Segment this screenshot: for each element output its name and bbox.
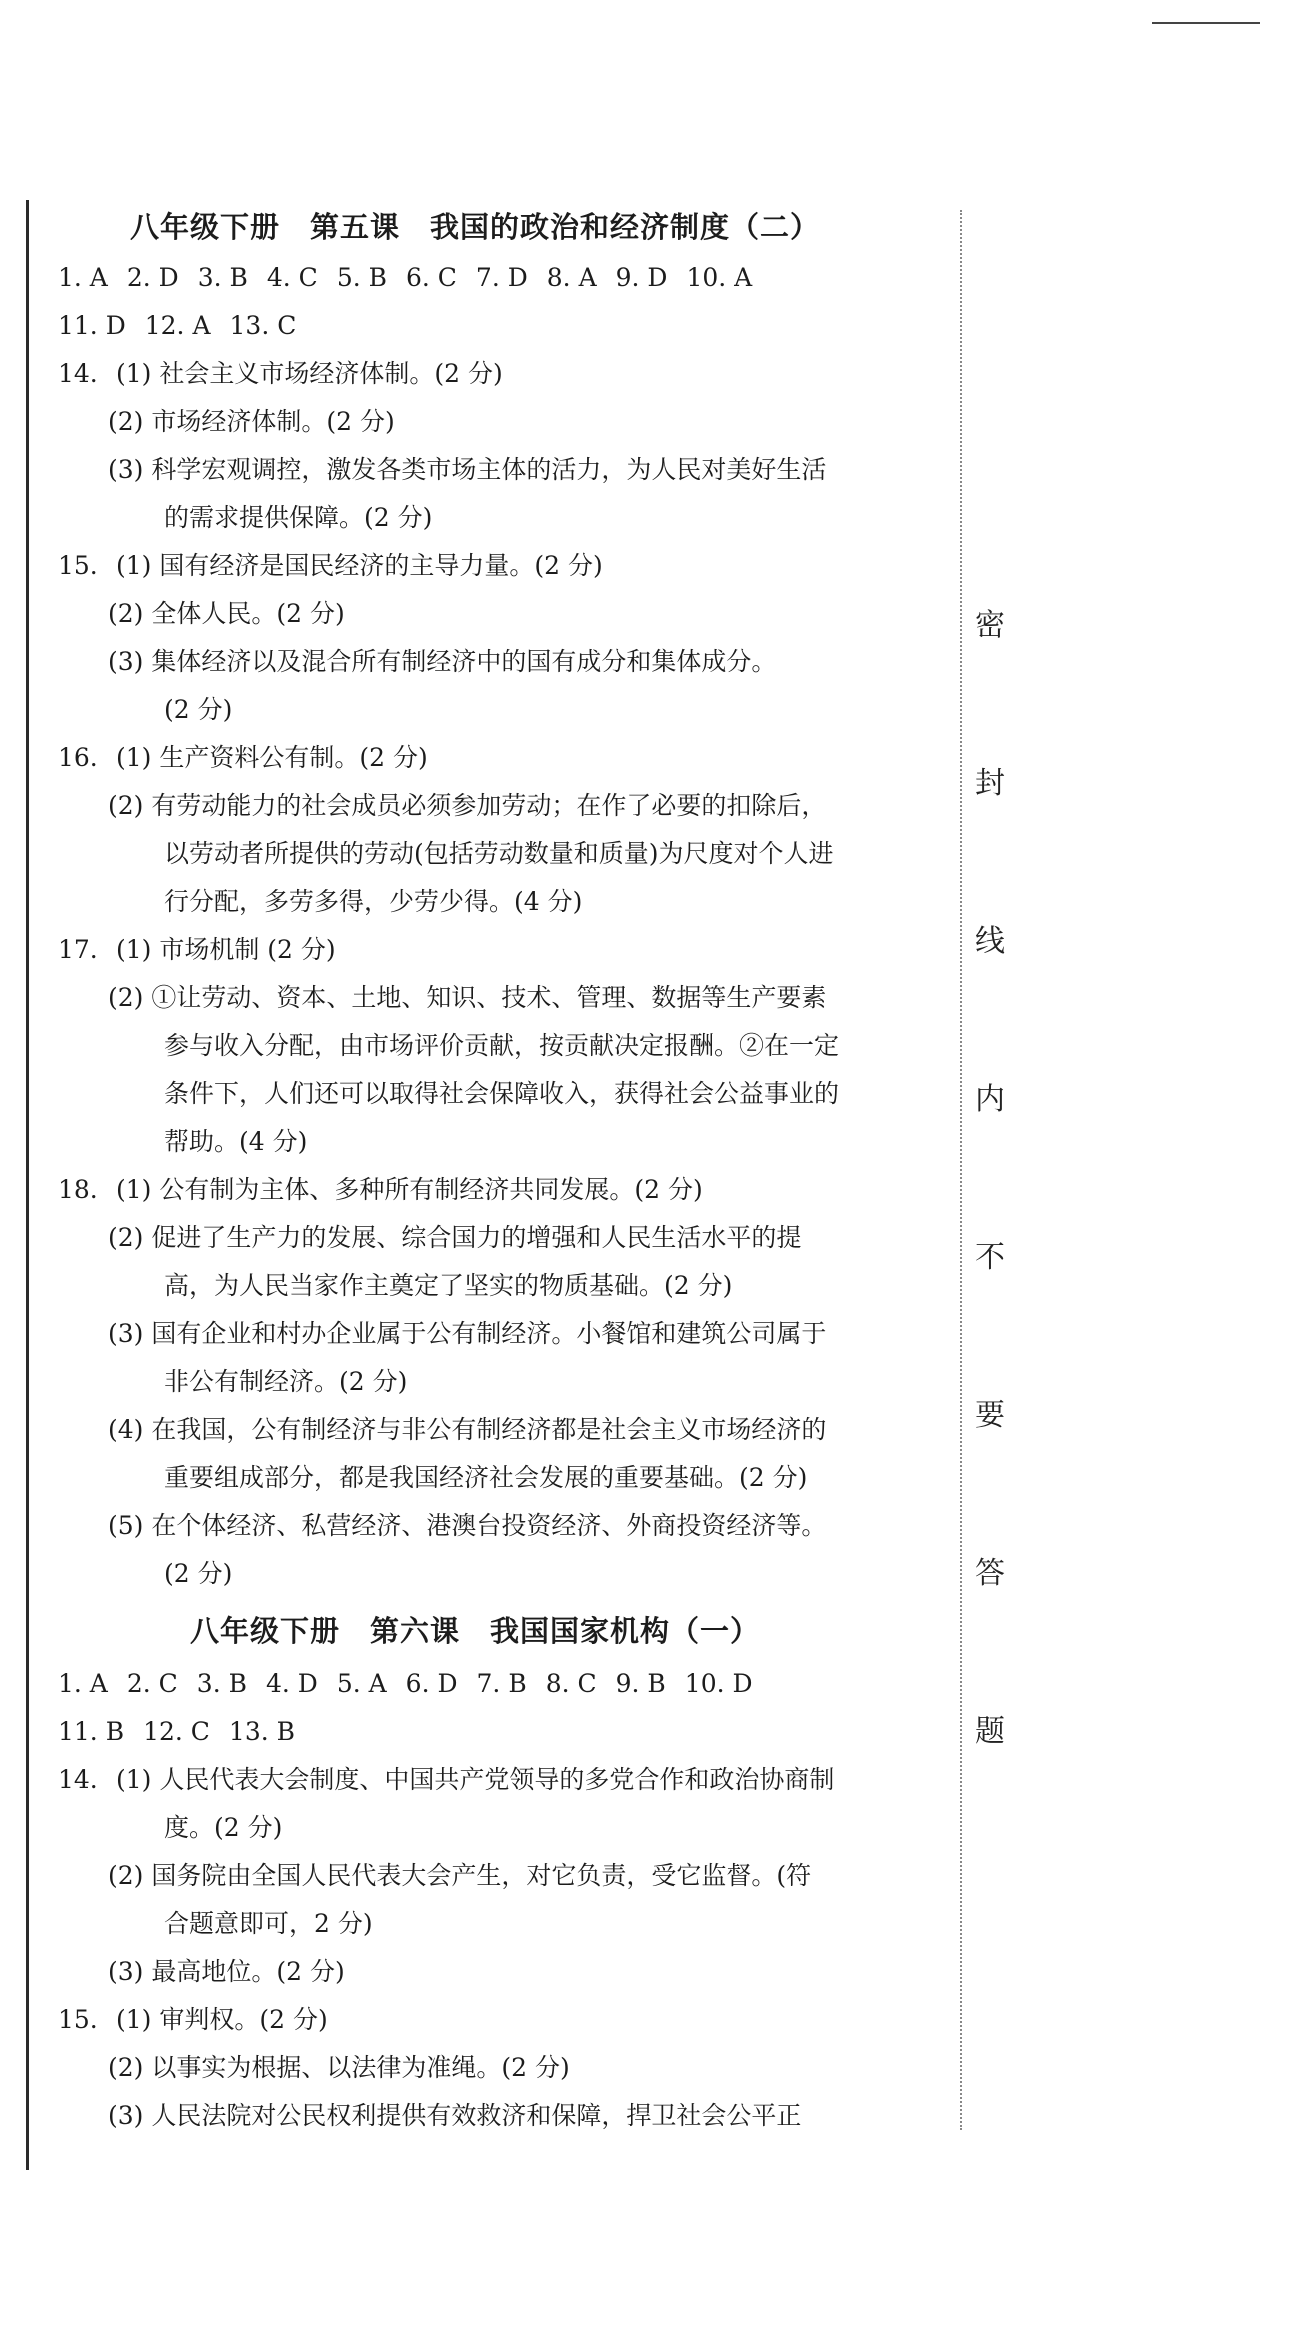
question-number: 17. [58, 935, 98, 964]
answer-part: (2) 国务院由全国人民代表大会产生，对它负责，受它监督。(符 [108, 1861, 812, 1890]
mc-answer: 5. B [336, 263, 387, 292]
seal-char: 线 [975, 924, 1005, 959]
answer-part: (1) 审判权。(2 分) [116, 2005, 328, 2034]
mc-answer: 11. D [58, 311, 126, 340]
answer-continuation: 帮助。(4 分) [164, 1127, 308, 1156]
mc-answer: 3. B [197, 263, 248, 292]
question-number: 18. [58, 1175, 98, 1204]
answer-part: (3) 国有企业和村办企业属于公有制经济。小餐馆和建筑公司属于 [108, 1319, 827, 1348]
answer-part: (3) 最高地位。(2 分) [108, 1957, 345, 1986]
answer-part: (2) 全体人民。(2 分) [108, 599, 345, 628]
question-15 [58, 542, 938, 590]
multiple-choice-row [58, 1708, 938, 1756]
mc-answer: 1. A [58, 263, 108, 292]
top-edge-rule [1152, 22, 1260, 24]
answer-continuation: 非公有制经济。(2 分) [164, 1367, 408, 1396]
mc-answer: 9. D [615, 263, 668, 292]
answer-continuation: 条件下，人们还可以取得社会保障收入，获得社会公益事业的 [164, 1079, 840, 1108]
answer-continuation: 以劳动者所提供的劳动(包括劳动数量和质量)为尺度对个人进 [164, 839, 834, 868]
section-title: 八年级下册 第六课 我国国家机构（一） [190, 1614, 761, 1648]
answer-content [58, 200, 938, 2140]
answer-part: (1) 市场机制 (2 分) [116, 935, 336, 964]
mc-answer: 10. D [684, 1669, 753, 1698]
answer-continuation: 行分配，多劳多得，少劳少得。(4 分) [164, 887, 583, 916]
question-number: 14. [58, 1765, 98, 1794]
seal-char: 不 [975, 1240, 1005, 1275]
multiple-choice-row [58, 254, 938, 302]
answer-part: (3) 集体经济以及混合所有制经济中的国有成分和集体成分。 [108, 647, 777, 676]
seal-dotted-line [960, 210, 962, 2130]
answer-part: (2) 有劳动能力的社会成员必须参加劳动；在作了必要的扣除后， [108, 791, 827, 820]
question-number: 16. [58, 743, 98, 772]
seal-char: 要 [975, 1398, 1005, 1433]
mc-answer: 12. C [143, 1717, 210, 1746]
question-14 [58, 1756, 938, 1804]
answer-part: (1) 国有经济是国民经济的主导力量。(2 分) [116, 551, 603, 580]
mc-answer: 2. C [126, 1669, 178, 1698]
mc-answer: 3. B [196, 1669, 247, 1698]
mc-answer: 10. A [686, 263, 753, 292]
answer-part: (3) 科学宏观调控，激发各类市场主体的活力，为人民对美好生活 [108, 455, 827, 484]
answer-part: (1) 人民代表大会制度、中国共产党领导的多党合作和政治协商制 [116, 1765, 835, 1794]
multiple-choice-row [58, 302, 938, 350]
mc-answer: 6. D [405, 1669, 458, 1698]
answer-continuation: 高，为人民当家作主奠定了坚实的物质基础。(2 分) [164, 1271, 733, 1300]
answer-part: (1) 生产资料公有制。(2 分) [116, 743, 428, 772]
mc-answer: 1. A [58, 1669, 108, 1698]
mc-answer: 11. B [58, 1717, 125, 1746]
seal-char: 题 [975, 1714, 1005, 1749]
mc-answer: 13. B [228, 1717, 295, 1746]
answer-part: (5) 在个体经济、私营经济、港澳台投资经济、外商投资经济等。 [108, 1511, 827, 1540]
mc-answer: 4. D [265, 1669, 318, 1698]
answer-continuation: 参与收入分配，由市场评价贡献，按贡献决定报酬。②在一定 [164, 1031, 840, 1060]
mc-answer: 8. C [545, 1669, 597, 1698]
seal-char: 密 [975, 608, 1005, 643]
question-16 [58, 734, 938, 782]
answer-continuation: 合题意即可，2 分) [164, 1909, 373, 1938]
question-number: 15. [58, 551, 98, 580]
multiple-choice-row [58, 1660, 938, 1708]
answer-part: (3) 人民法院对公民权利提供有效救济和保障，捍卫社会公平正 [108, 2101, 802, 2130]
question-18 [58, 1166, 938, 1214]
answer-part: (4) 在我国，公有制经济与非公有制经济都是社会主义市场经济的 [108, 1415, 827, 1444]
answer-continuation: 度。(2 分) [164, 1813, 283, 1842]
mc-answer: 13. C [229, 311, 297, 340]
mc-answer: 5. A [336, 1669, 387, 1698]
answer-part: (1) 公有制为主体、多种所有制经济共同发展。(2 分) [116, 1175, 703, 1204]
question-17 [58, 926, 938, 974]
seal-char: 答 [975, 1556, 1005, 1591]
mc-answer: 7. B [476, 1669, 527, 1698]
seal-char: 封 [975, 766, 1005, 801]
answer-part: (2) 促进了生产力的发展、综合国力的增强和人民生活水平的提 [108, 1223, 802, 1252]
answer-continuation: (2 分) [164, 695, 233, 724]
answer-part: (2) 以事实为根据、以法律为准绳。(2 分) [108, 2053, 570, 2082]
answer-continuation: 的需求提供保障。(2 分) [164, 503, 433, 532]
left-margin-rule [26, 200, 29, 2170]
question-number: 14. [58, 359, 98, 388]
answer-part: (1) 社会主义市场经济体制。(2 分) [116, 359, 503, 388]
section-title: 八年级下册 第五课 我国的政治和经济制度（二） [130, 210, 821, 244]
mc-answer: 2. D [126, 263, 179, 292]
mc-answer: 6. C [405, 263, 457, 292]
answer-part: (2) ①让劳动、资本、土地、知识、技术、管理、数据等生产要素 [108, 983, 827, 1012]
answer-continuation: (2 分) [164, 1559, 233, 1588]
mc-answer: 8. A [546, 263, 597, 292]
seal-char: 内 [975, 1082, 1005, 1117]
mc-answer: 9. B [615, 1669, 666, 1698]
question-number: 15. [58, 2005, 98, 2034]
question-15 [58, 1996, 938, 2044]
mc-answer: 7. D [475, 263, 528, 292]
question-14 [58, 350, 938, 398]
mc-answer: 4. C [266, 263, 318, 292]
answer-continuation: 重要组成部分，都是我国经济社会发展的重要基础。(2 分) [164, 1463, 808, 1492]
mc-answer: 12. A [144, 311, 211, 340]
answer-part: (2) 市场经济体制。(2 分) [108, 407, 395, 436]
